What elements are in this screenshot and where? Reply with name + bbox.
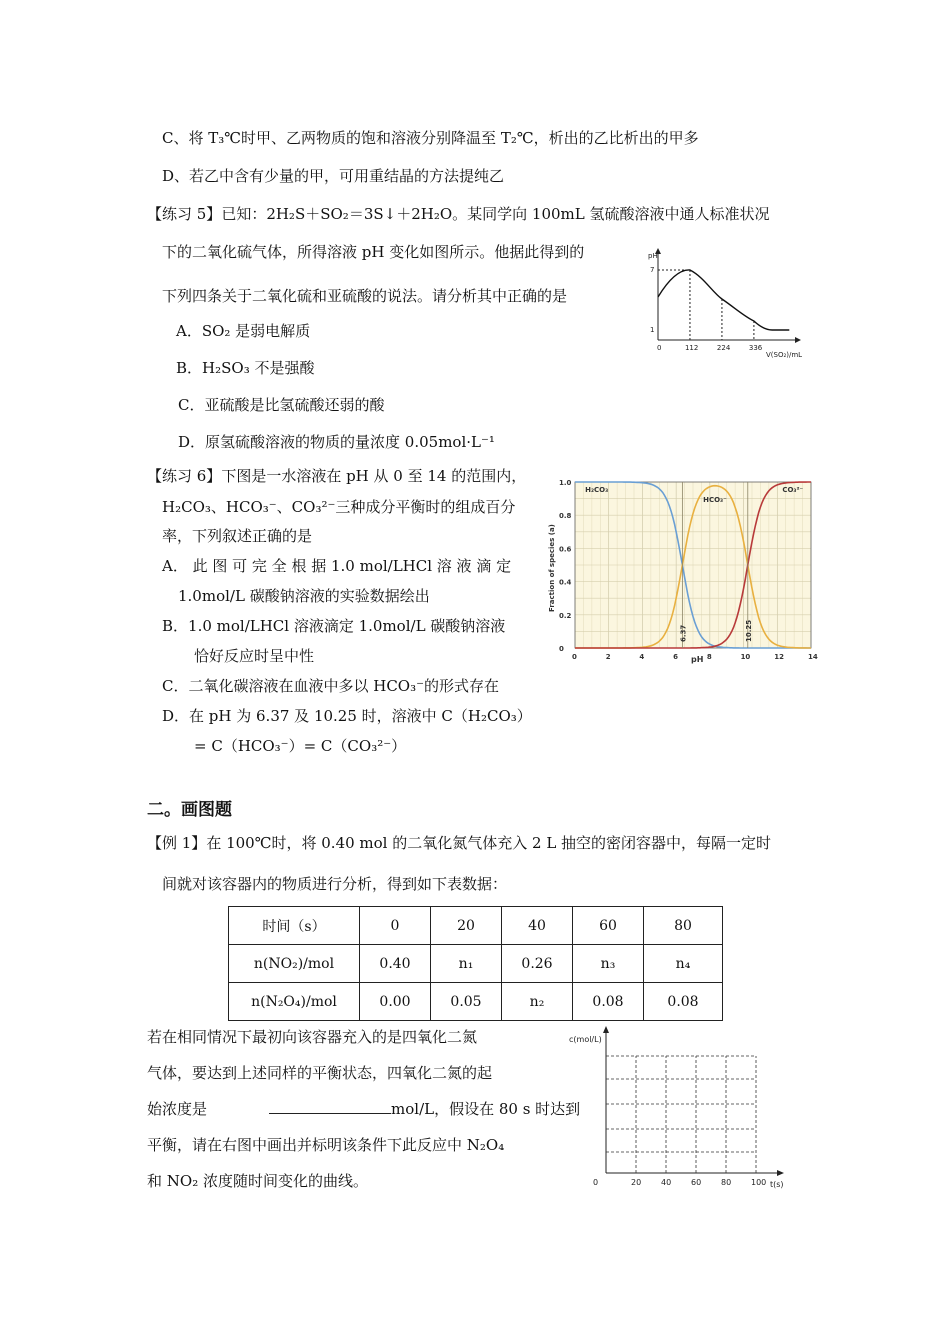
ex6-stem-line1: 【练习 6】下图是一水溶液在 pH 从 0 至 14 的范围内， [147, 467, 527, 485]
ex6-option-c: C．二氧化碳溶液在血液中多以 HCO₃⁻的形式存在 [162, 677, 500, 695]
y-tick-label: 0.2 [559, 611, 572, 620]
table-header-cell: 60 [573, 907, 644, 945]
ex6-option-b-line1: B．1.0 mol/LHCl 溶液滴定 1.0mol/L 碳酸钠溶液 [162, 617, 506, 635]
table-header-cell: 40 [502, 907, 573, 945]
table-cell: n(NO₂)/mol [229, 945, 360, 983]
table-cell: 0.26 [502, 945, 573, 983]
table-cell: 0.00 [360, 983, 431, 1021]
ex5-option-c: C．亚硫酸是比氢硫酸还弱的酸 [178, 396, 385, 414]
ex6-stem-line3: 率，下列叙述正确的是 [162, 527, 313, 545]
answer-blank[interactable] [269, 1099, 391, 1114]
x-tick-label: 336 [748, 344, 763, 352]
ex5-stem-line3: 下列四条关于二氧化硫和亚硫酸的说法。请分析其中正确的是 [162, 287, 568, 305]
table-cell: n(N₂O₄)/mol [229, 983, 360, 1021]
pka-annotation: 10.25 [744, 619, 753, 642]
x-tick-label: 14 [808, 653, 818, 661]
x-axis-label: V(SO₂)/mL [766, 351, 803, 359]
x-tick-label: 12 [774, 653, 785, 661]
table-cell: 0.05 [431, 983, 502, 1021]
legend-h2co3: H₂CO₃ [585, 485, 609, 494]
ex6-option-d-line2: = C（HCO₃⁻）= C（CO₃²⁻） [194, 737, 407, 755]
y-axis-label: c(mol/L) [569, 1035, 602, 1044]
y-tick-label: 0.8 [559, 512, 572, 521]
ex5-option-b: B．H₂SO₃ 不是强酸 [176, 359, 315, 377]
ex5-stem-line2: 下的二氧化硫气体，所得溶液 pH 变化如图所示。他据此得到的 [162, 243, 585, 261]
legend-hco3: HCO₃⁻ [703, 495, 727, 504]
ex5-option-a: A．SO₂ 是弱电解质 [176, 322, 311, 340]
table-row [229, 983, 723, 1021]
table-header-cell: 0 [360, 907, 431, 945]
x-axis-label: t(s) [770, 1180, 784, 1189]
ex6-option-d-line1: D．在 pH 为 6.37 及 10.25 时，溶液中 C（H₂CO₃） [162, 707, 532, 725]
ex5-label: 【练习 5】 [147, 205, 222, 223]
ph-curve [658, 270, 789, 330]
x-tick-label: 60 [691, 1178, 702, 1187]
x-tick-label: 224 [716, 344, 731, 352]
x-tick-label: 0 [657, 344, 662, 352]
q4-option-d: D、若乙中含有少量的甲，可用重结晶的方法提纯乙 [162, 167, 505, 185]
x-axis-label: pH [691, 655, 704, 664]
y-tick-label: 0.6 [559, 545, 572, 554]
ex6-label: 【练习 6】 [147, 467, 222, 485]
x-tick-label: 80 [721, 1178, 732, 1187]
ex1-label: 【例 1】 [147, 834, 207, 852]
legend-co3: CO₃²⁻ [782, 485, 804, 494]
x-tick-label: 0 [572, 653, 577, 661]
section-title: 二。画图题 [147, 800, 232, 820]
ex1-para-line2: 气体，要达到上述同样的平衡状态，四氧化二氮的起 [147, 1064, 493, 1082]
table-header-cell: 20 [431, 907, 502, 945]
table-cell: 0.08 [644, 983, 723, 1021]
y-tick-label: 0 [559, 645, 564, 653]
data-table [228, 906, 723, 1021]
y-axis-label: Fraction of species (a) [548, 524, 556, 612]
table-cell: n₁ [431, 945, 502, 983]
y-axis-label: pH [648, 252, 658, 260]
table-cell: n₄ [644, 945, 723, 983]
ex5-stem-line1: 【练习 5】已知：2H₂S＋SO₂＝3S↓＋2H₂O。某同学向 100mL 氢硫酸溶液中通人标准状况 [147, 205, 770, 223]
ex1-para-line1: 若在相同情况下最初向该容器充入的是四氧化二氮 [147, 1028, 478, 1046]
ex1-stem-line1: 【例 1】在 100℃时，将 0.40 mol 的二氧化氮气体充入 2 L 抽空的密闭容器中，每隔一定时 [147, 834, 772, 852]
x-tick-label: 6 [673, 653, 679, 661]
table-header-cell: 时间（s） [229, 907, 360, 945]
ex6-option-a-line1: A． 此 图 可 完 全 根 据 1.0 mol/LHCl 溶 液 滴 定 [162, 557, 512, 575]
y-tick-label: 7 [650, 266, 655, 274]
table-cell: n₂ [502, 983, 573, 1021]
y-tick-label: 0.4 [559, 578, 572, 587]
ex1-para-line3: 始浓度是 mol/L，假设在 80 s 时达到 [147, 1100, 581, 1118]
ex5-option-d: D．原氢硫酸溶液的物质的量浓度 0.05mol·L⁻¹ [178, 433, 495, 451]
x-tick-label: 4 [639, 653, 645, 661]
x-tick-label: 20 [631, 1178, 642, 1187]
ex6-option-b-line2: 恰好反应时呈中性 [194, 647, 315, 665]
x-tick-label: 112 [684, 344, 699, 352]
ex1-stem-line2: 间就对该容器内的物质进行分析，得到如下表数据： [162, 875, 508, 893]
x-tick-label: 0 [593, 1178, 599, 1187]
table-header-row [229, 907, 723, 945]
y-tick-label: 1.0 [559, 479, 572, 487]
concentration-time-grid[interactable] [565, 1025, 795, 1195]
pka-annotation: 6.37 [679, 624, 688, 642]
y-tick-label: 1 [650, 326, 655, 334]
ex6-option-a-line2: 1.0mol/L 碳酸钠溶液的实验数据绘出 [178, 587, 430, 605]
table-cell: 0.40 [360, 945, 431, 983]
x-tick-label: 40 [661, 1178, 672, 1187]
q4-option-c: C、将 T₃℃时甲、乙两物质的饱和溶液分别降温至 T₂℃，析出的乙比析出的甲多 [162, 129, 699, 147]
x-tick-label: 100 [751, 1178, 767, 1187]
species-fraction-chart [545, 472, 820, 667]
table-header-cell: 80 [644, 907, 723, 945]
table-row [229, 945, 723, 983]
table-cell: n₃ [573, 945, 644, 983]
table-cell: 0.08 [573, 983, 644, 1021]
ex6-stem-line2: H₂CO₃、HCO₃⁻、CO₃²⁻三种成分平衡时的组成百分 [162, 498, 516, 516]
ph-vs-so2-chart [640, 248, 810, 368]
ex1-para-line5: 和 NO₂ 浓度随时间变化的曲线。 [147, 1172, 368, 1190]
x-tick-label: 10 [740, 653, 751, 661]
x-tick-label: 2 [605, 653, 611, 661]
x-tick-label: 8 [706, 653, 712, 661]
ex1-para-line4: 平衡，请在右图中画出并标明该条件下此反应中 N₂O₄ [147, 1136, 505, 1154]
